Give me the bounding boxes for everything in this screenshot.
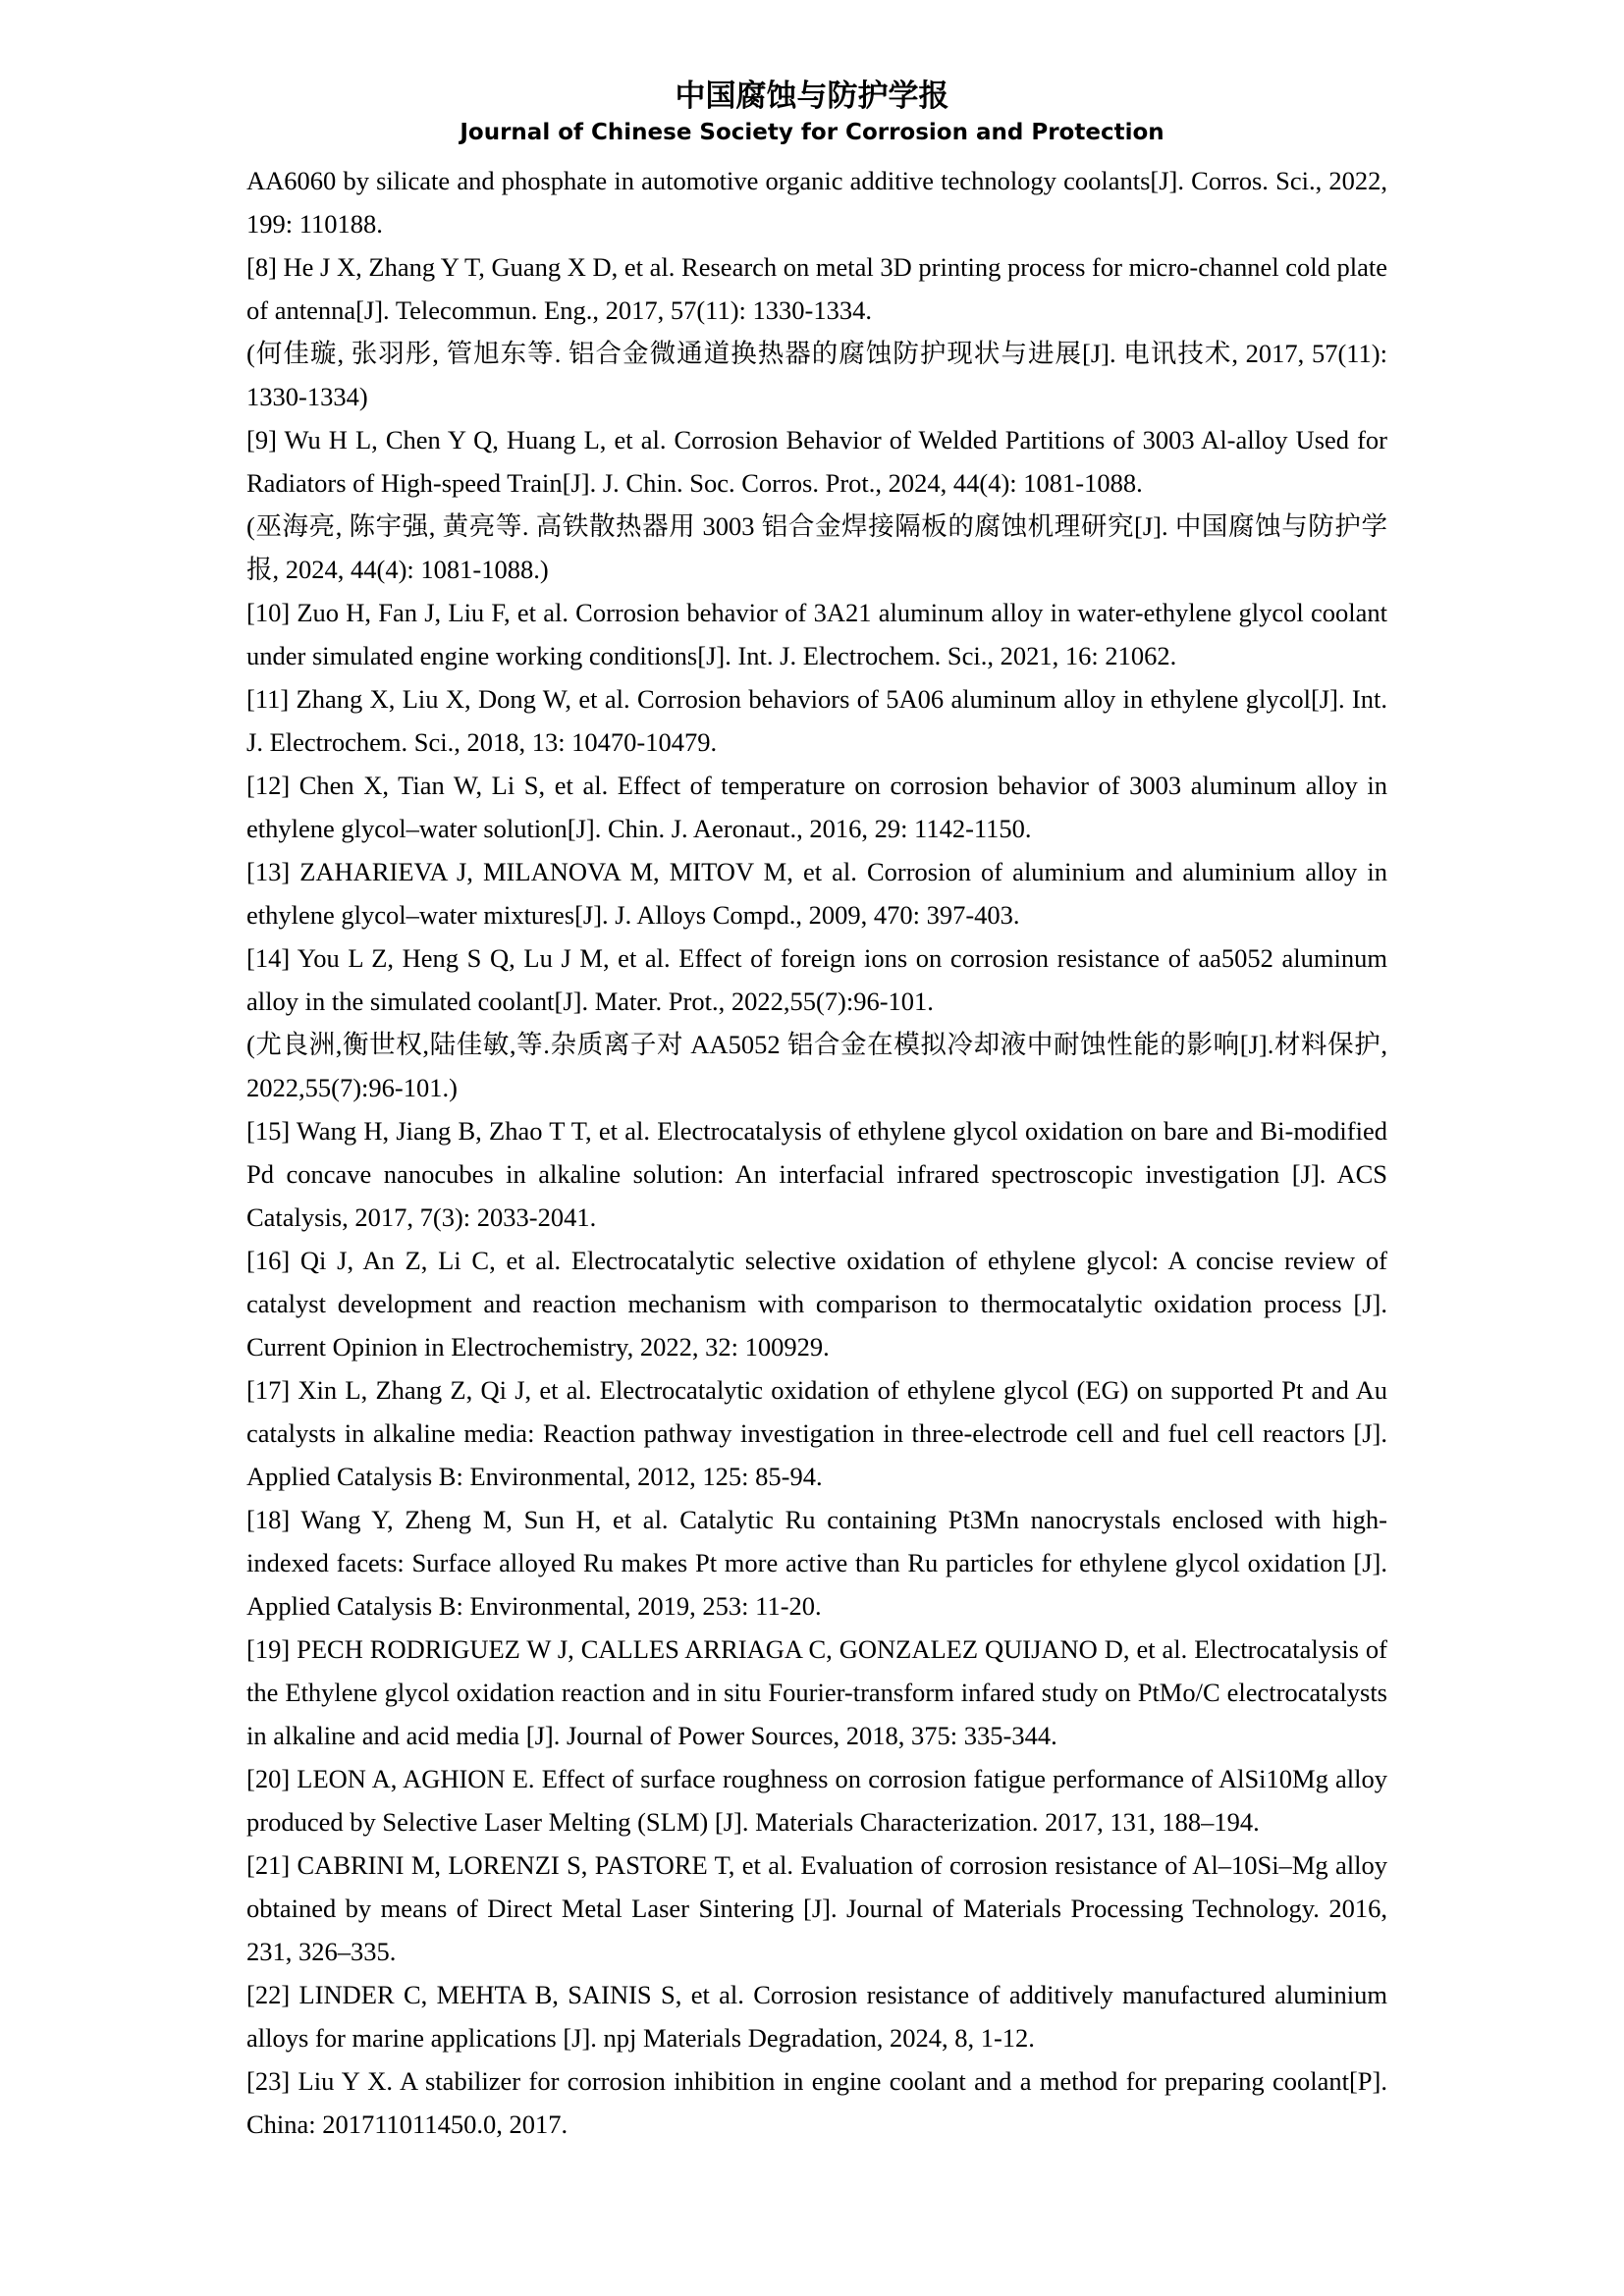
journal-title-en: Journal of Chinese Society for Corrosion and Protection <box>460 120 1164 145</box>
reference-item: [17] Xin L, Zhang Z, Qi J, et al. Electrocatalytic oxidation of ethylene glycol (EG) on supported Pt and Au catalysts in alkaline media: Reaction pathway investigation in three-electrode cell and fuel cell reactors [J]. Applied Catalysis B: Environmental, 2012, 125: 85-94. <box>246 1375 1387 1491</box>
journal-header <box>0 77 1624 147</box>
reference-item: [14] You L Z, Heng S Q, Lu J M, et al. Effect of foreign ions on corrosion resistance of aa5052 aluminum alloy in the simulated coolant[J]. Mater. Prot., 2022,55(7):96-101. <box>246 943 1387 1016</box>
reference-item: [21] CABRINI M, LORENZI S, PASTORE T, et al. Evaluation of corrosion resistance of Al–10Si–Mg alloy obtained by means of Direct Metal Laser Sintering [J]. Journal of Materials Processing Technology. 2016, 231, 326–335. <box>246 1850 1387 1966</box>
reference-item: [22] LINDER C, MEHTA B, SAINIS S, et al. Corrosion resistance of additively manufactured aluminium alloys for marine applications [J]. npj Materials Degradation, 2024, 8, 1-12. <box>246 1980 1387 2053</box>
reference-item: [8] He J X, Zhang Y T, Guang X D, et al. Research on metal 3D printing process for micro-channel cold plate of antenna[J]. Telecommun. Eng., 2017, 57(11): 1330-1334. <box>246 252 1387 325</box>
reference-item: [11] Zhang X, Liu X, Dong W, et al. Corrosion behaviors of 5A06 aluminum alloy in ethylene glycol[J]. Int. J. Electrochem. Sci., 2018, 13: 10470-10479. <box>246 684 1387 757</box>
reference-item: [12] Chen X, Tian W, Li S, et al. Effect of temperature on corrosion behavior of 3003 aluminum alloy in ethylene glycol–water solution[J]. Chin. J. Aeronaut., 2016, 29: 1142-1150. <box>246 771 1387 843</box>
reference-item: [20] LEON A, AGHION E. Effect of surface roughness on corrosion fatigue performance of AlSi10Mg alloy produced by Selective Laser Melting (SLM) [J]. Materials Characterization. 2017, 131, 188–194. <box>246 1764 1387 1837</box>
journal-title-cn: 中国腐蚀与防护学报 <box>675 79 949 114</box>
reference-item: [23] Liu Y X. A stabilizer for corrosion inhibition in engine coolant and a method for preparing coolant[P]. China: 201711011450.0, 2017. <box>246 2066 1387 2139</box>
reference-item: [19] PECH RODRIGUEZ W J, CALLES ARRIAGA C, GONZALEZ QUIJANO D, et al. Electrocatalysis of the Ethylene glycol oxidation reaction and in situ Fourier-transform infared study on PtMo/C electrocatalysts in alkaline and acid media [J]. Journal of Power Sources, 2018, 375: 335-344. <box>246 1634 1387 1750</box>
reference-item: [16] Qi J, An Z, Li C, et al. Electrocatalytic selective oxidation of ethylene glycol: A concise review of catalyst development and reaction mechanism with comparison to thermocatalytic oxidation process [J]. Current Opinion in Electrochemistry, 2022, 32: 100929. <box>246 1246 1387 1362</box>
reference-item: [15] Wang H, Jiang B, Zhao T T, et al. Electrocatalysis of ethylene glycol oxidation on bare and Bi-modified Pd concave nanocubes in alkaline solution: An interfacial infrared spectroscopic investigation [J]. ACS Catalysis, 2017, 7(3): 2033-2041. <box>246 1116 1387 1232</box>
reference-item: [9] Wu H L, Chen Y Q, Huang L, et al. Corrosion Behavior of Welded Partitions of 3003 Al-alloy Used for Radiators of High-speed Train[J]. J. Chin. Soc. Corros. Prot., 2024, 44(4): 1081-1088. <box>246 425 1387 498</box>
reference-item: (何佳璇, 张羽彤, 管旭东等. 铝合金微通道换热器的腐蚀防护现状与进展[J]. 电讯技术, 2017, 57(11): 1330-1334) <box>246 339 1387 411</box>
reference-item: [18] Wang Y, Zheng M, Sun H, et al. Catalytic Ru containing Pt3Mn nanocrystals enclosed with high-indexed facets: Surface alloyed Ru makes Pt more active than Ru particles for ethylene glycol oxidation [J]. Applied Catalysis B: Environmental, 2019, 253: 11-20. <box>246 1505 1387 1621</box>
reference-item: [10] Zuo H, Fan J, Liu F, et al. Corrosion behavior of 3A21 aluminum alloy in water-ethylene glycol coolant under simulated engine working conditions[J]. Int. J. Electrochem. Sci., 2021, 16: 21062. <box>246 598 1387 670</box>
reference-item: AA6060 by silicate and phosphate in automotive organic additive technology coolants[J]. Corros. Sci., 2022, 199: 110188. <box>246 166 1387 239</box>
reference-list <box>246 159 1387 2146</box>
reference-item: [13] ZAHARIEVA J, MILANOVA M, MITOV M, et al. Corrosion of aluminium and aluminium alloy in ethylene glycol–water mixtures[J]. J. Alloys Compd., 2009, 470: 397-403. <box>246 857 1387 930</box>
reference-item: (尤良洲,衡世权,陆佳敏,等.杂质离子对 AA5052 铝合金在模拟冷却液中耐蚀性能的影响[J].材料保护, 2022,55(7):96-101.) <box>246 1030 1387 1102</box>
reference-item: (巫海亮, 陈宇强, 黄亮等. 高铁散热器用 3003 铝合金焊接隔板的腐蚀机理研究[J]. 中国腐蚀与防护学报, 2024, 44(4): 1081-1088.) <box>246 511 1387 584</box>
